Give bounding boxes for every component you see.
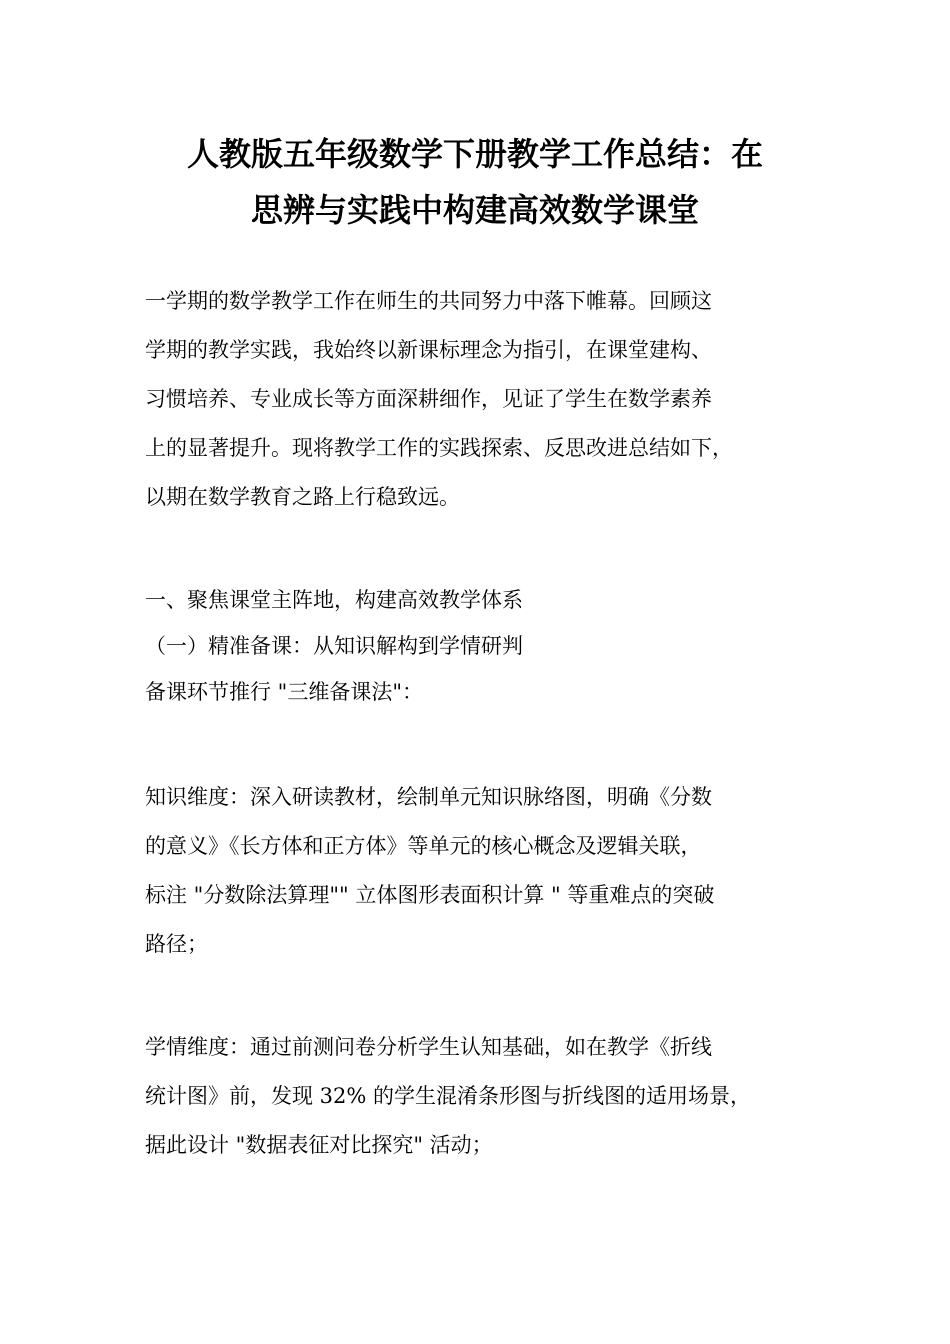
intro-line-1: 一学期的数学教学工作在师生的共同努力中落下帷幕。回顾这	[145, 289, 712, 313]
intro-paragraph	[145, 277, 825, 522]
learning-line-3: 据此设计 "数据表征对比探究" 活动；	[145, 1133, 493, 1157]
knowledge-line-2: 的意义》《长方体和正方体》等单元的核心概念及逻辑关联，	[145, 834, 702, 858]
section-1-block	[145, 577, 825, 715]
document-title	[120, 126, 830, 238]
intro-line-3: 习惯培养、专业成长等方面深耕细作，见证了学生在数学素养	[145, 387, 712, 411]
knowledge-line-4: 路径；	[145, 932, 208, 956]
learning-line-2: 统计图》前，发现 32% 的学生混淆条形图与折线图的适用场景，	[145, 1084, 752, 1108]
title-line-2: 思辨与实践中构建高效数学课堂	[250, 191, 699, 229]
subsection-1-intro: 备课环节推行 "三维备课法"：	[145, 680, 423, 704]
section-1-heading: 一、聚焦课堂主阵地，构建高效教学体系	[145, 588, 523, 612]
intro-line-5: 以期在数学教育之路上行稳致远。	[145, 485, 460, 509]
title-line-1: 人教版五年级数学下册教学工作总结：在	[186, 135, 763, 173]
knowledge-dimension-paragraph	[145, 773, 825, 969]
intro-line-2: 学期的教学实践，我始终以新课标理念为指引，在课堂建构、	[145, 338, 712, 362]
learning-line-1: 学情维度：通过前测问卷分析学生认知基础，如在教学《折线	[145, 1035, 712, 1059]
knowledge-line-1: 知识维度：深入研读教材，绘制单元知识脉络图，明确《分数	[145, 785, 712, 809]
knowledge-line-3: 标注 "分数除法算理"" 立体图形表面积计算 " 等重难点的突破	[145, 883, 715, 907]
intro-line-4: 上的显著提升。现将教学工作的实践探索、反思改进总结如下，	[145, 436, 733, 460]
subsection-1-heading: （一）精准备课：从知识解构到学情研判	[145, 634, 523, 658]
learning-dimension-paragraph	[145, 1023, 825, 1170]
